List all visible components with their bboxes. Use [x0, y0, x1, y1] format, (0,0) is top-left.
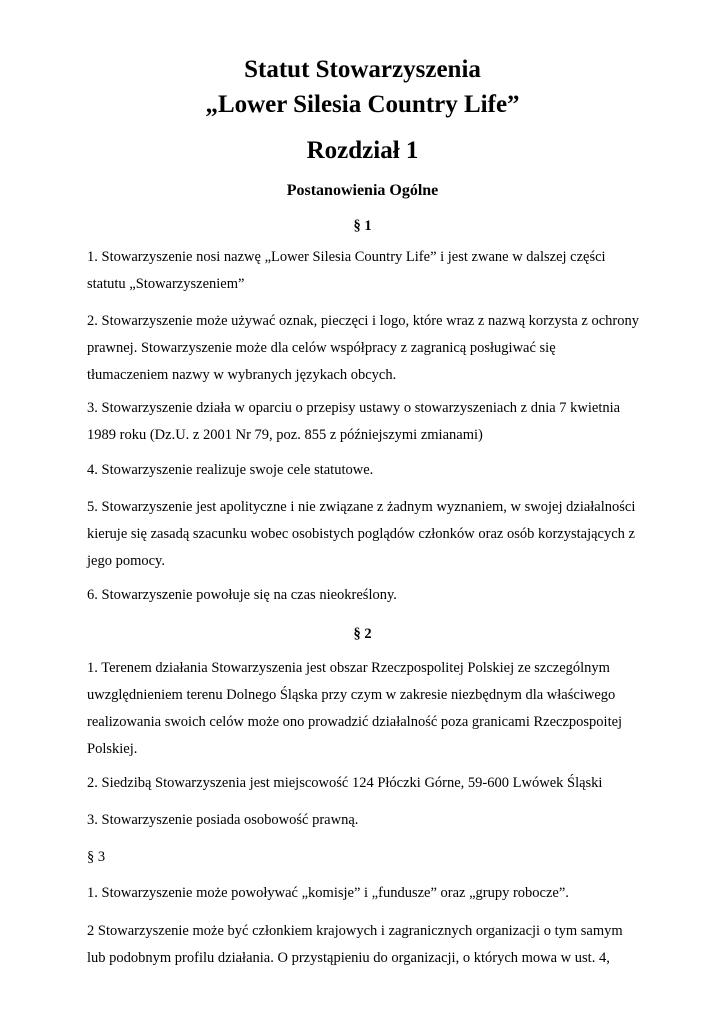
chapter-heading: Rozdział 1	[306, 137, 419, 164]
section-1-heading: § 1	[353, 218, 372, 234]
section-1-paragraph-6: 6. Stowarzyszenie powołuje się na czas nieokreślony.	[87, 587, 397, 603]
section-1-paragraph-3: 3. Stowarzyszenie działa w oparciu o przepisy ustawy o stowarzyszeniach z dnia 7 kwietnia 1989 roku (Dz.U. z 2001 Nr 79, poz. 855 z późniejszymi zmianami)	[87, 400, 621, 443]
section-2-paragraph-2: 2. Siedzibą Stowarzyszenia jest miejscowość 124 Płóczki Górne, 59-600 Lwówek Śląski	[87, 775, 603, 791]
document-title-line1: Statut Stowarzyszenia	[244, 56, 481, 83]
section-3-paragraph-1: 1. Stowarzyszenie może powoływać „komisje” i „fundusze” oraz „grupy robocze”.	[87, 885, 569, 901]
document-title-line2: „Lower Silesia Country Life”	[205, 91, 520, 118]
section-1-paragraph-5: 5. Stowarzyszenie jest apolityczne i nie związane z żadnym wyznaniem, w swojej działalności kieruje się zasadą szacunku wobec osobistych poglądów członków oraz osób korzystających z jego pomocy.	[87, 499, 636, 569]
chapter-subtitle: Postanowienia Ogólne	[286, 182, 439, 199]
section-2-heading: § 2	[353, 626, 372, 642]
section-1-paragraph-2: 2. Stowarzyszenie może używać oznak, pieczęci i logo, które wraz z nazwą korzysta z ochrony prawnej. Stowarzyszenie może dla celów współpracy z zagranicą posługiwać się tłumaczeniem nazwy w wybranych językach obcych.	[87, 313, 639, 383]
section-3-heading: § 3	[87, 849, 106, 865]
section-1-paragraph-4: 4. Stowarzyszenie realizuje swoje cele statutowe.	[87, 462, 374, 478]
section-2-paragraph-1: 1. Terenem działania Stowarzyszenia jest obszar Rzeczpospolitej Polskiej ze szczególnym uwzględnieniem terenu Dolnego Śląska przy czym w zakresie niezbędnym dla właściwego realizowania swoich celów może ono prowadzić działalność poza granicami Rzeczpospoitej Polskiej.	[87, 660, 623, 757]
section-2-paragraph-3: 3. Stowarzyszenie posiada osobowość prawną.	[87, 812, 359, 828]
section-1-paragraph-1: 1. Stowarzyszenie nosi nazwę „Lower Silesia Country Life” i jest zwane w dalszej części statutu „Stowarzyszeniem”	[87, 249, 606, 292]
section-3-paragraph-2: 2 Stowarzyszenie może być członkiem krajowych i zagranicznych organizacji o tym samym lub podobnym profilu działania. O przystąpieniu do organizacji, o których mowa w ust. 4,	[87, 923, 623, 966]
